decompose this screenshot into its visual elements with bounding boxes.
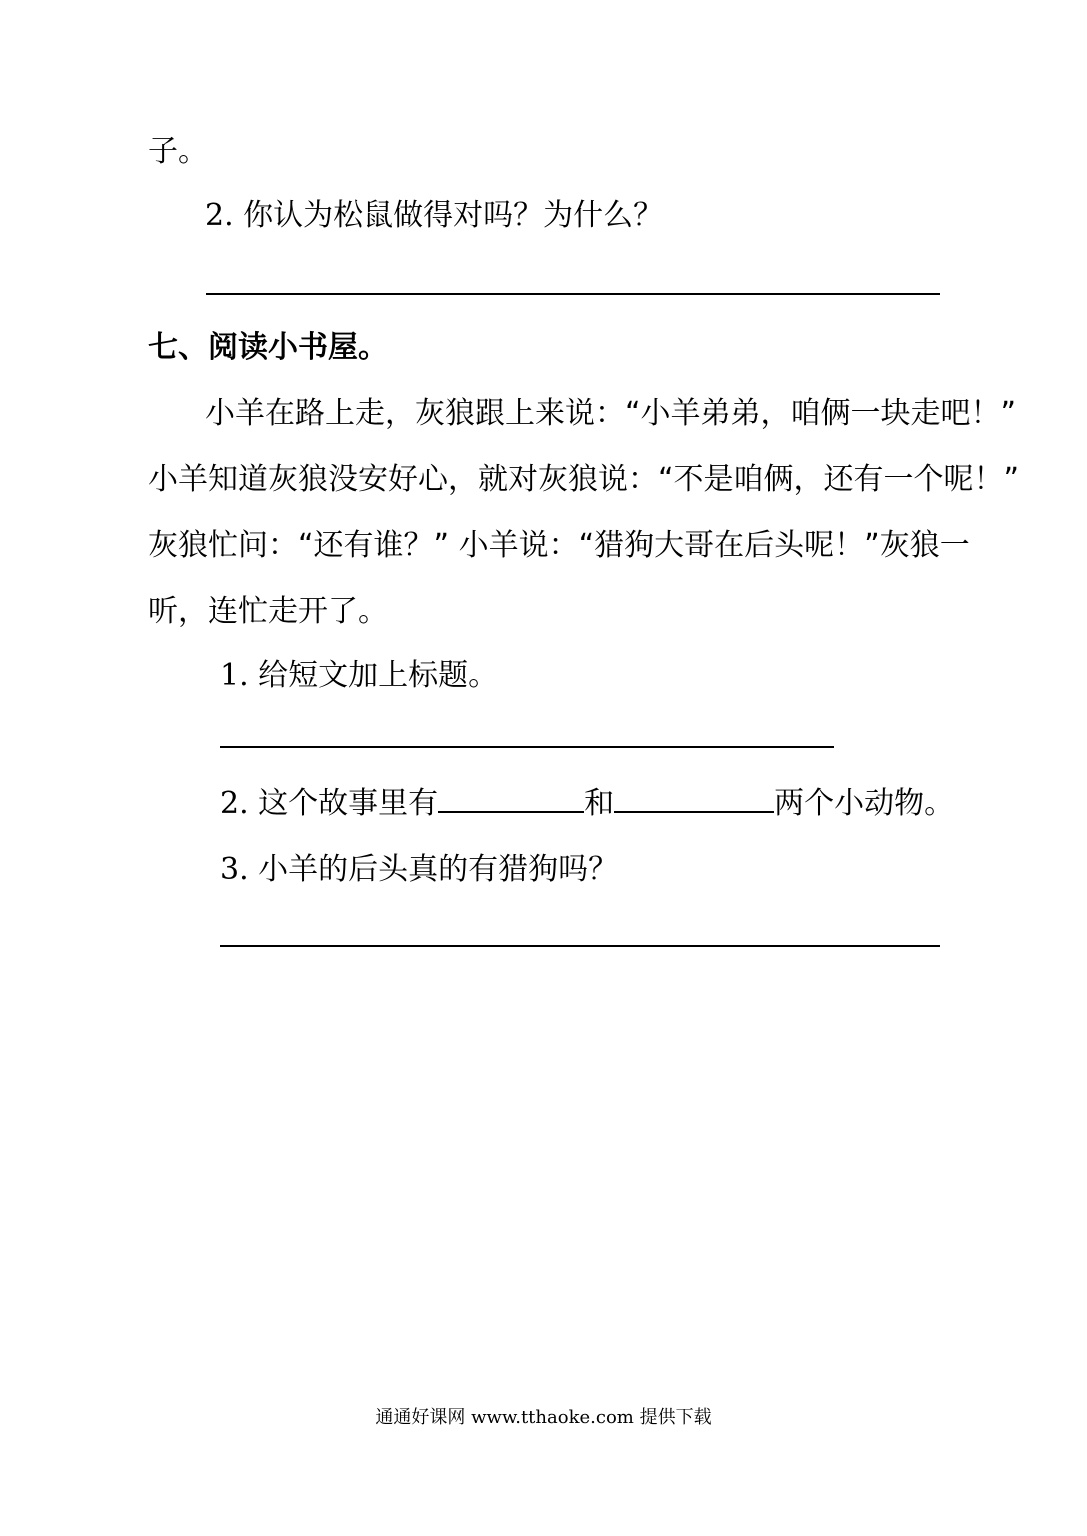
passage-line-4: 听，连忙走开了。 bbox=[148, 594, 388, 629]
question-2-suffix: 两个小动物。 bbox=[774, 786, 955, 821]
footer-source: 通通好课网 www.tthaoke.com 提供下载 bbox=[375, 1407, 712, 1428]
answer-line-prev-q2 bbox=[206, 293, 940, 295]
question-3: 3. 小羊的后头真的有猎狗吗？ bbox=[220, 852, 619, 887]
passage-line-1: 小羊在路上走，灰狼跟上来说：“小羊弟弟，咱俩一块走吧！” bbox=[205, 396, 1017, 431]
passage-line-3: 灰狼忙问：“还有谁？” 小羊说：“猎狗大哥在后头呢！”灰狼一 bbox=[148, 528, 970, 563]
section-7-heading: 七、阅读小书屋。 bbox=[148, 330, 388, 365]
answer-blank-animal-1[interactable] bbox=[438, 785, 584, 813]
question-2-and: 和 bbox=[584, 786, 615, 821]
answer-line-q1[interactable] bbox=[220, 746, 834, 748]
answer-line-q3[interactable] bbox=[220, 945, 940, 947]
passage-line-2: 小羊知道灰狼没安好心，就对灰狼说：“不是咱俩，还有一个呢！” bbox=[148, 462, 1020, 497]
question-2-prefix: 2. 这个故事里有 bbox=[220, 786, 439, 821]
prev-question-2: 2. 你认为松鼠做得对吗？为什么？ bbox=[205, 198, 664, 233]
prev-question-continuation: 子。 bbox=[148, 134, 208, 169]
question-1: 1. 给短文加上标题。 bbox=[220, 658, 499, 693]
question-2 bbox=[220, 784, 954, 824]
answer-blank-animal-2[interactable] bbox=[614, 785, 774, 813]
